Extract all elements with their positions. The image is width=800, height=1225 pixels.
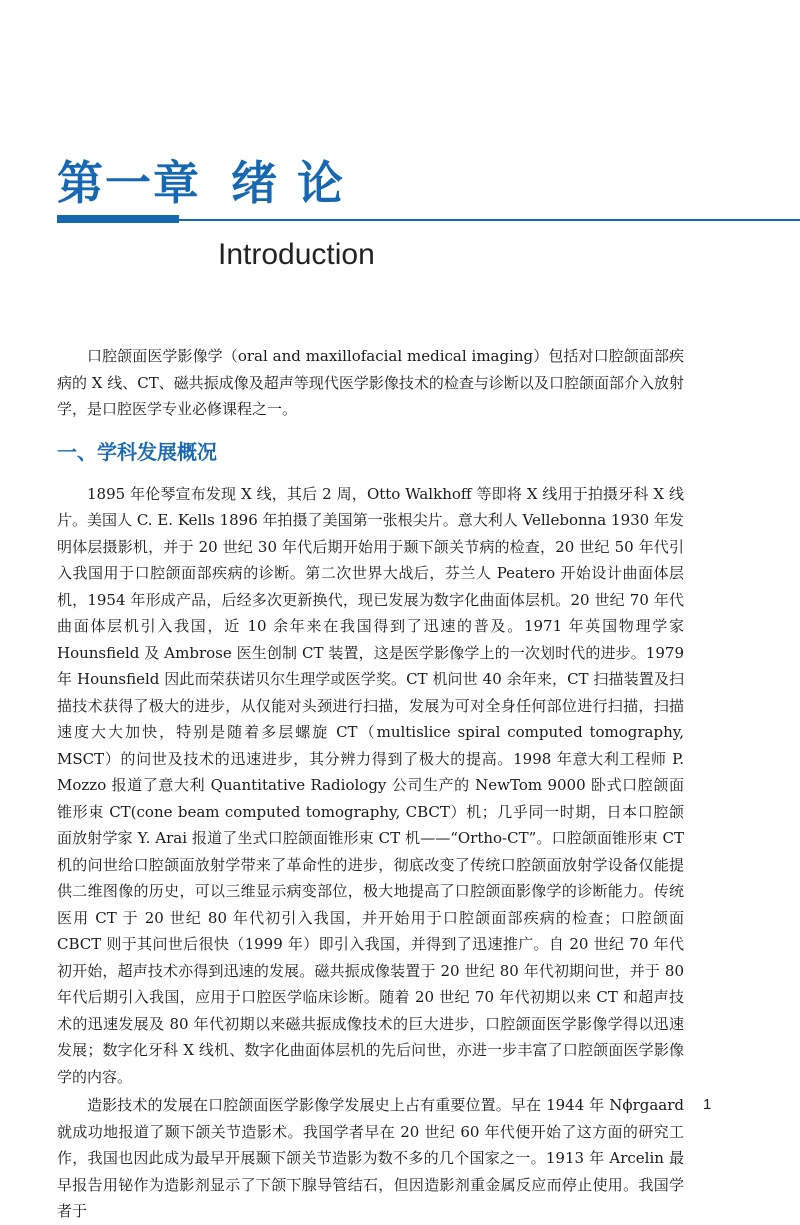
title-rule	[179, 219, 800, 221]
intro-paragraph: 口腔颌面医学影像学（oral and maxillofacial medical imaging）包括对口腔颌面部疾病的 X 线、CT、磁共振成像及超声等现代医学影像技术的检查与诊断以及口腔颌面部介入放射学，是口腔医学专业必修课程之一。	[57, 347, 684, 418]
chapter-title	[57, 156, 346, 210]
chapter-number-label: 第一章	[57, 156, 201, 210]
body-text	[57, 343, 684, 1225]
paragraph-contrast-imaging: 造影技术的发展在口腔颌面医学影像学发展史上占有重要位置。早在 1944 年 Nϕrgaard 就成功地报道了颞下颌关节造影术。我国学者早在 20 世纪 60 年代便开始了这方面的研究工作，我国也因此成为最早开展颞下颌关节造影为数不多的几个国家之一。1913 年 Arcelin 最早报告用铋作为造影剂显示了下颌下腺导管结石，但因造影剂重金属反应而停止使用。我国学者于	[57, 1096, 684, 1220]
paragraph-history: 1895 年伦琴宣布发现 X 线，其后 2 周，Otto Walkhoff 等即将 X 线用于拍摄牙科 X 线片。美国人 C. E. Kells 1896 年拍摄了美国第一张根尖片。意大利人 Vellebonna 1930 年发明体层摄影机，并于 20 世纪 30 年代后期开始用于颞下颌关节病的检查，20 世纪 50 年代引入我国用于口腔颌面部疾病的诊断。第二次世界大战后，芬兰人 Peatero 开始设计曲面体层机，1954 年形成产品，后经多次更新换代，现已发展为数字化曲面体层机。20 世纪 70 年代曲面体层机引入我国，近 10 余年来在我国得到了迅速的普及。1971 年英国物理学家 Hounsfield 及 Ambrose 医生创制 CT 装置，这是医学影像学上的一次划时代的进步。1979 年 Hounsfield 因此而荣获诺贝尔生理学或医学奖。CT 机问世 40 余年来，CT 扫描装置及扫描技术获得了极大的进步，从仅能对头颈进行扫描，发展为可对全身任何部位进行扫描，扫描速度大大加快，特别是随着多层螺旋 CT（multislice spiral computed tomography, MSCT）的问世及技术的迅速进步，其分辨力得到了极大的提高。1998 年意大利工程师 P. Mozzo 报道了意大利 Quantitative Radiology 公司生产的 NewTom 9000 卧式口腔颌面锥形束 CT(cone beam computed tomography, CBCT）机；几乎同一时期，日本口腔颌面放射学家 Y. Arai 报道了坐式口腔颌面锥形束 CT 机——“Ortho-CT”。口腔颌面锥形束 CT 机的问世给口腔颌面放射学带来了革命性的进步，彻底改变了传统口腔颌面放射学设备仅能提供二维图像的历史，可以三维显示病变部位，极大地提高了口腔颌面影像学的诊断能力。传统医用 CT 于 20 世纪 80 年代初引入我国，并开始用于口腔颌面部疾病的检查；口腔颌面 CBCT 则于其问世后很快（1999 年）即引入我国，并得到了迅速推广。自 20 世纪 70 年代初开始，超声技术亦得到迅速的发展。磁共振成像装置于 20 世纪 80 年代初期问世，并于 80 年代后期引入我国，应用于口腔医学临床诊断。随着 20 世纪 70 年代初期以来 CT 和超声技术的迅速发展及 80 年代初期以来磁共振成像技术的巨大进步，口腔颌面医学影像学得以迅速发展；数字化牙科 X 线机、数字化曲面体层机的先后问世，亦进一步丰富了口腔颌面医学影像学的内容。	[57, 484, 684, 1086]
title-accent-bar	[57, 215, 179, 223]
section-heading: 一、学科发展概况	[57, 439, 217, 464]
chapter-subtitle: Introduction	[218, 238, 375, 271]
page-number: 1	[703, 1096, 712, 1113]
chapter-title-text: 绪 论	[231, 156, 346, 210]
